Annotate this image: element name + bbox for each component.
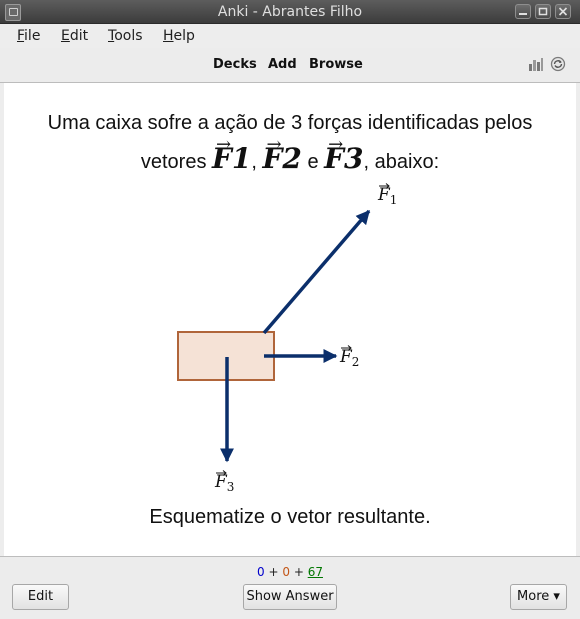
learning-count: 0 <box>282 565 290 579</box>
question-text: e <box>301 151 325 173</box>
vector-f2: → F2 <box>263 145 302 173</box>
due-counts <box>0 565 580 579</box>
minimize-icon <box>518 7 528 16</box>
svg-text:F1: $F_1$ <box>378 185 398 207</box>
review-count: 67 <box>307 565 323 579</box>
browse-link[interactable]: Browse <box>309 57 363 72</box>
menu-help[interactable]: Help <box>163 28 195 44</box>
count-separator: + <box>264 565 283 579</box>
menu-file[interactable]: File <box>17 28 41 44</box>
label-f3 <box>214 471 234 495</box>
decks-link[interactable]: Decks <box>213 57 257 72</box>
card-view <box>4 83 576 556</box>
minimize-button[interactable] <box>515 4 531 19</box>
svg-text:F3: $F_3$ <box>215 472 235 494</box>
review-bottom-bar <box>0 556 580 619</box>
question-text: vetores <box>140 151 213 173</box>
close-icon <box>558 7 568 16</box>
question-text: , <box>251 151 263 173</box>
svg-text:F2: $F_2$ <box>340 347 360 369</box>
arrow-f1 <box>264 211 369 333</box>
add-link[interactable]: Add <box>268 57 297 72</box>
more-button[interactable]: More ▾ <box>510 584 567 610</box>
count-separator: + <box>290 565 308 579</box>
question-caption: Esquematize o vetor resultante. <box>149 506 431 528</box>
window-titlebar <box>0 0 580 24</box>
menu-bar <box>0 24 580 49</box>
maximize-icon <box>538 7 548 16</box>
bar-chart-icon[interactable] <box>528 57 544 72</box>
force-diagram <box>4 83 576 503</box>
label-f2 <box>339 346 359 370</box>
show-answer-button[interactable]: Show Answer <box>243 584 337 610</box>
label-f1 <box>377 184 397 208</box>
vector-f3: → F3 <box>324 145 363 173</box>
main-toolbar <box>0 48 580 83</box>
question-text: , abaixo: <box>363 151 440 173</box>
menu-tools[interactable]: Tools <box>108 28 143 44</box>
menu-edit[interactable]: Edit <box>61 28 89 44</box>
close-window-button[interactable] <box>555 4 571 19</box>
vector-f1: → F1 <box>212 145 251 173</box>
edit-button[interactable]: Edit <box>12 584 69 610</box>
question-line-1: Uma caixa sofre a ação de 3 forças identificadas pelos <box>47 112 533 134</box>
window-title: Anki - Abrantes Filho <box>217 4 363 20</box>
maximize-button[interactable] <box>535 4 551 19</box>
new-count: 0 <box>257 565 265 579</box>
sync-icon[interactable] <box>550 56 566 72</box>
